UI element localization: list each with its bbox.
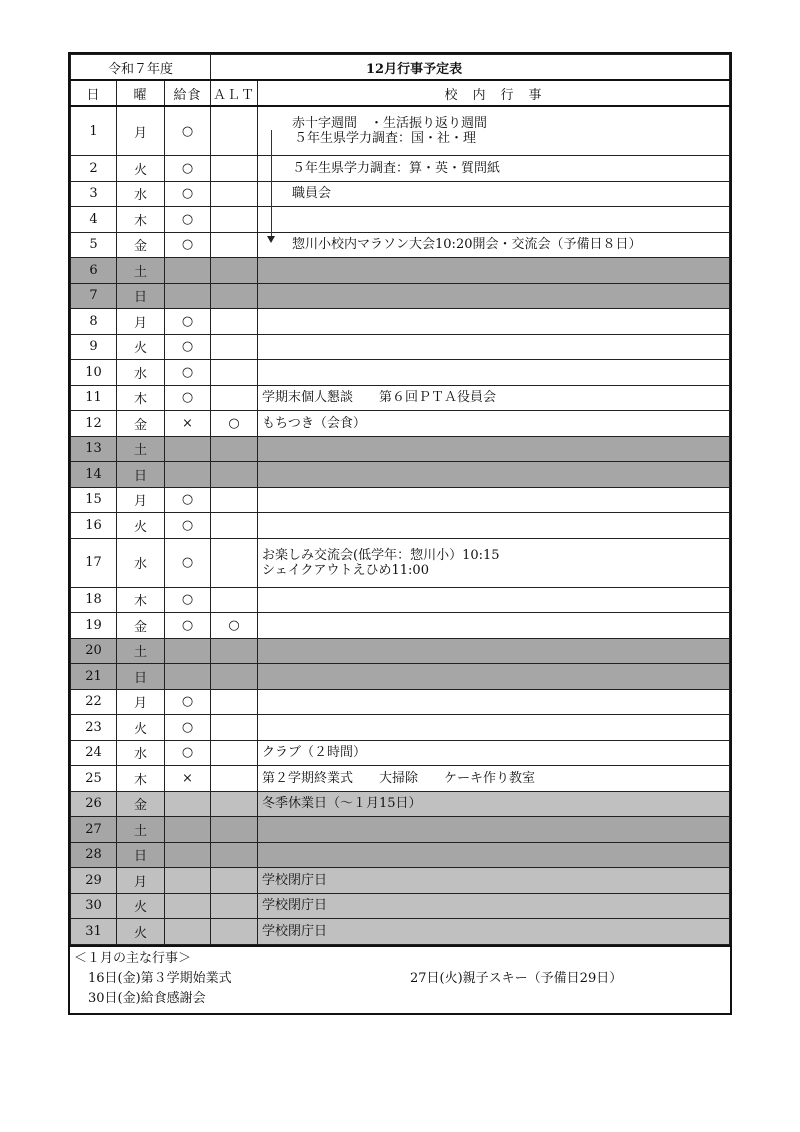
day-cell: 18 xyxy=(71,587,117,613)
day-cell: 13 xyxy=(71,436,117,462)
events-cell xyxy=(258,638,730,664)
events-cell xyxy=(258,766,730,792)
weekday-cell: 水 xyxy=(117,181,165,207)
events-cell xyxy=(258,613,730,639)
weekday-cell: 日 xyxy=(117,283,165,309)
alt-cell xyxy=(211,587,258,613)
weekday-cell: 木 xyxy=(117,207,165,233)
col-weekday: 曜 xyxy=(117,80,165,106)
event-line: 学校閉庁日 xyxy=(262,923,328,939)
day-cell: 24 xyxy=(71,740,117,766)
lunch-cell xyxy=(165,462,211,488)
weekday-cell: 土 xyxy=(117,436,165,462)
event-line: 惣川小校内マラソン大会10:20開会・交流会（予備日８日） xyxy=(292,237,642,253)
table-row xyxy=(71,334,730,360)
weekday-cell: 金 xyxy=(117,613,165,639)
alt-cell xyxy=(211,740,258,766)
day-cell: 7 xyxy=(71,283,117,309)
weekday-cell: 火 xyxy=(117,893,165,919)
day-cell: 10 xyxy=(71,360,117,386)
day-cell: 8 xyxy=(71,309,117,335)
weekday-cell: 火 xyxy=(117,919,165,945)
weekday-cell: 水 xyxy=(117,740,165,766)
lunch-cell: ○ xyxy=(165,207,211,233)
events-cell xyxy=(258,385,730,411)
january-row xyxy=(74,989,726,1009)
lunch-cell: ○ xyxy=(165,513,211,539)
weekday-cell: 土 xyxy=(117,817,165,843)
events-cell xyxy=(258,893,730,919)
weekday-cell: 水 xyxy=(117,360,165,386)
lunch-cell: ○ xyxy=(165,309,211,335)
weekday-cell: 日 xyxy=(117,664,165,690)
lunch-cell: ○ xyxy=(165,334,211,360)
weekday-cell: 金 xyxy=(117,232,165,258)
alt-cell xyxy=(211,664,258,690)
alt-cell xyxy=(211,258,258,284)
day-cell: 5 xyxy=(71,232,117,258)
events-cell xyxy=(258,740,730,766)
january-item: 30日(金)給食感謝会 xyxy=(88,990,206,1006)
weekday-cell: 月 xyxy=(117,689,165,715)
alt-cell xyxy=(211,715,258,741)
alt-cell xyxy=(211,766,258,792)
event-line: シェイクアウトえひめ11:00 xyxy=(262,562,429,578)
schedule-table xyxy=(70,54,730,945)
events-cell xyxy=(258,538,730,587)
arrow-down-icon xyxy=(267,236,275,243)
events-cell xyxy=(258,156,730,182)
events-cell xyxy=(258,689,730,715)
lunch-cell xyxy=(165,258,211,284)
day-cell: 17 xyxy=(71,538,117,587)
table-row xyxy=(71,487,730,513)
weekday-cell: 火 xyxy=(117,156,165,182)
day-cell: 3 xyxy=(71,181,117,207)
events-cell xyxy=(258,334,730,360)
event-line: 赤十字週間 ・生活振り返り週間 xyxy=(292,116,488,131)
weekday-cell: 月 xyxy=(117,487,165,513)
table-row xyxy=(71,232,730,258)
events-cell xyxy=(258,587,730,613)
alt-cell xyxy=(211,309,258,335)
january-events xyxy=(70,945,730,1013)
events-cell xyxy=(258,309,730,335)
alt-cell xyxy=(211,462,258,488)
day-cell: 31 xyxy=(71,919,117,945)
events-cell xyxy=(258,664,730,690)
weekday-cell: 日 xyxy=(117,462,165,488)
lunch-cell: ○ xyxy=(165,613,211,639)
alt-cell xyxy=(211,181,258,207)
table-row xyxy=(71,740,730,766)
lunch-cell: ○ xyxy=(165,587,211,613)
event-line: 冬季休業日（～１月15日） xyxy=(262,796,422,812)
table-row xyxy=(71,462,730,488)
page-title: 12月行事予定表 xyxy=(211,55,730,81)
events-cell xyxy=(258,283,730,309)
alt-cell xyxy=(211,283,258,309)
lunch-cell: ○ xyxy=(165,385,211,411)
day-cell: 26 xyxy=(71,791,117,817)
alt-cell xyxy=(211,868,258,894)
weekday-cell: 月 xyxy=(117,309,165,335)
table-row xyxy=(71,385,730,411)
event-line: 第２学期終業式 大掃除 ケーキ作り教室 xyxy=(262,770,536,786)
table-row xyxy=(71,664,730,690)
weekday-cell: 火 xyxy=(117,513,165,539)
alt-cell xyxy=(211,893,258,919)
table-row xyxy=(71,436,730,462)
lunch-cell: ○ xyxy=(165,106,211,156)
table-row xyxy=(71,919,730,945)
table-row xyxy=(71,309,730,335)
lunch-cell: ○ xyxy=(165,360,211,386)
events-cell xyxy=(258,258,730,284)
weekday-cell: 土 xyxy=(117,638,165,664)
day-cell: 14 xyxy=(71,462,117,488)
weekday-cell: 金 xyxy=(117,411,165,437)
weekday-cell: 木 xyxy=(117,385,165,411)
day-cell: 12 xyxy=(71,411,117,437)
january-item: 27日(火)親子スキー（予備日29日） xyxy=(410,970,623,986)
alt-cell xyxy=(211,842,258,868)
table-row xyxy=(71,360,730,386)
table-row xyxy=(71,766,730,792)
day-cell: 20 xyxy=(71,638,117,664)
day-cell: 29 xyxy=(71,868,117,894)
event-line: 職員会 xyxy=(292,186,332,202)
weekday-cell: 水 xyxy=(117,538,165,587)
day-cell: 28 xyxy=(71,842,117,868)
events-cell xyxy=(258,791,730,817)
lunch-cell xyxy=(165,664,211,690)
lunch-cell: ○ xyxy=(165,715,211,741)
alt-cell xyxy=(211,487,258,513)
table-row xyxy=(71,613,730,639)
table-row xyxy=(71,258,730,284)
day-cell: 4 xyxy=(71,207,117,233)
event-line: お楽しみ交流会(低学年：惣川小）10:15 xyxy=(262,547,500,563)
table-row xyxy=(71,513,730,539)
table-row xyxy=(71,411,730,437)
weekday-cell: 火 xyxy=(117,334,165,360)
alt-cell xyxy=(211,207,258,233)
event-line: ５年生県学力調査：算・英・質問紙 xyxy=(292,160,501,176)
alt-cell xyxy=(211,791,258,817)
alt-cell: ○ xyxy=(211,613,258,639)
schedule-sheet xyxy=(68,52,732,1015)
alt-cell xyxy=(211,817,258,843)
table-row xyxy=(71,689,730,715)
lunch-cell xyxy=(165,893,211,919)
era-year: 令和７年度 xyxy=(71,55,211,81)
weekday-cell: 日 xyxy=(117,842,165,868)
events-cell xyxy=(258,232,730,258)
col-lunch: 給食 xyxy=(165,80,211,106)
weekday-cell: 金 xyxy=(117,791,165,817)
event-line: 学校閉庁日 xyxy=(262,898,328,914)
lunch-cell xyxy=(165,638,211,664)
header-row xyxy=(71,80,730,106)
events-cell xyxy=(258,868,730,894)
weekday-cell: 土 xyxy=(117,258,165,284)
table-row xyxy=(71,538,730,587)
alt-cell xyxy=(211,106,258,156)
alt-cell xyxy=(211,232,258,258)
lunch-cell: ○ xyxy=(165,232,211,258)
period-arrow-line xyxy=(271,130,272,238)
event-line: ５年生県学力調査：国・社・理 xyxy=(294,131,477,146)
day-cell: 30 xyxy=(71,893,117,919)
table-row xyxy=(71,587,730,613)
weekday-cell: 木 xyxy=(117,766,165,792)
lunch-cell: ○ xyxy=(165,487,211,513)
day-cell: 2 xyxy=(71,156,117,182)
day-cell: 22 xyxy=(71,689,117,715)
day-cell: 25 xyxy=(71,766,117,792)
table-row xyxy=(71,868,730,894)
alt-cell xyxy=(211,385,258,411)
day-cell: 1 xyxy=(71,106,117,156)
day-cell: 27 xyxy=(71,817,117,843)
events-cell xyxy=(258,715,730,741)
events-cell xyxy=(258,360,730,386)
table-row xyxy=(71,791,730,817)
event-line: 学期末個人懇談 第６回ＰＴＡ役員会 xyxy=(262,390,497,406)
lunch-cell: ○ xyxy=(165,156,211,182)
alt-cell: ○ xyxy=(211,411,258,437)
col-alt: ＡＬＴ xyxy=(211,80,258,106)
lunch-cell xyxy=(165,283,211,309)
lunch-cell xyxy=(165,842,211,868)
weekday-cell: 月 xyxy=(117,868,165,894)
title-row xyxy=(71,55,730,81)
col-events: 校 内 行 事 xyxy=(258,80,730,106)
weekday-cell: 月 xyxy=(117,106,165,156)
lunch-cell: ○ xyxy=(165,740,211,766)
table-row xyxy=(71,207,730,233)
events-cell xyxy=(258,513,730,539)
lunch-cell: × xyxy=(165,766,211,792)
day-cell: 23 xyxy=(71,715,117,741)
weekday-cell: 火 xyxy=(117,715,165,741)
events-cell xyxy=(258,207,730,233)
lunch-cell xyxy=(165,868,211,894)
col-day: 日 xyxy=(71,80,117,106)
day-cell: 6 xyxy=(71,258,117,284)
day-cell: 11 xyxy=(71,385,117,411)
day-cell: 21 xyxy=(71,664,117,690)
table-row xyxy=(71,156,730,182)
table-row xyxy=(71,817,730,843)
events-cell xyxy=(258,181,730,207)
lunch-cell: ○ xyxy=(165,538,211,587)
lunch-cell xyxy=(165,919,211,945)
event-line: 学校閉庁日 xyxy=(262,872,328,888)
alt-cell xyxy=(211,638,258,664)
day-cell: 9 xyxy=(71,334,117,360)
events-cell xyxy=(258,411,730,437)
lunch-cell: ○ xyxy=(165,689,211,715)
alt-cell xyxy=(211,538,258,587)
january-heading: ＜１月の主な行事＞ xyxy=(74,950,192,966)
lunch-cell xyxy=(165,817,211,843)
alt-cell xyxy=(211,919,258,945)
events-cell xyxy=(258,462,730,488)
alt-cell xyxy=(211,689,258,715)
table-row xyxy=(71,893,730,919)
lunch-cell xyxy=(165,436,211,462)
alt-cell xyxy=(211,513,258,539)
event-line: もちつき（会食） xyxy=(262,415,366,431)
table-row xyxy=(71,842,730,868)
january-row xyxy=(74,969,726,989)
table-row xyxy=(71,715,730,741)
january-item: 16日(金)第３学期始業式 xyxy=(88,970,232,986)
alt-cell xyxy=(211,334,258,360)
alt-cell xyxy=(211,156,258,182)
events-cell xyxy=(258,817,730,843)
table-row xyxy=(71,283,730,309)
table-row xyxy=(71,181,730,207)
weekday-cell: 木 xyxy=(117,587,165,613)
event-line: クラブ（２時間） xyxy=(262,745,367,761)
lunch-cell: ○ xyxy=(165,181,211,207)
lunch-cell: × xyxy=(165,411,211,437)
table-row xyxy=(71,106,730,156)
events-cell xyxy=(258,487,730,513)
events-cell xyxy=(258,436,730,462)
alt-cell xyxy=(211,436,258,462)
day-cell: 16 xyxy=(71,513,117,539)
events-cell xyxy=(258,919,730,945)
day-cell: 15 xyxy=(71,487,117,513)
table-row xyxy=(71,638,730,664)
day-cell: 19 xyxy=(71,613,117,639)
events-cell xyxy=(258,842,730,868)
events-cell xyxy=(258,106,730,156)
lunch-cell xyxy=(165,791,211,817)
alt-cell xyxy=(211,360,258,386)
